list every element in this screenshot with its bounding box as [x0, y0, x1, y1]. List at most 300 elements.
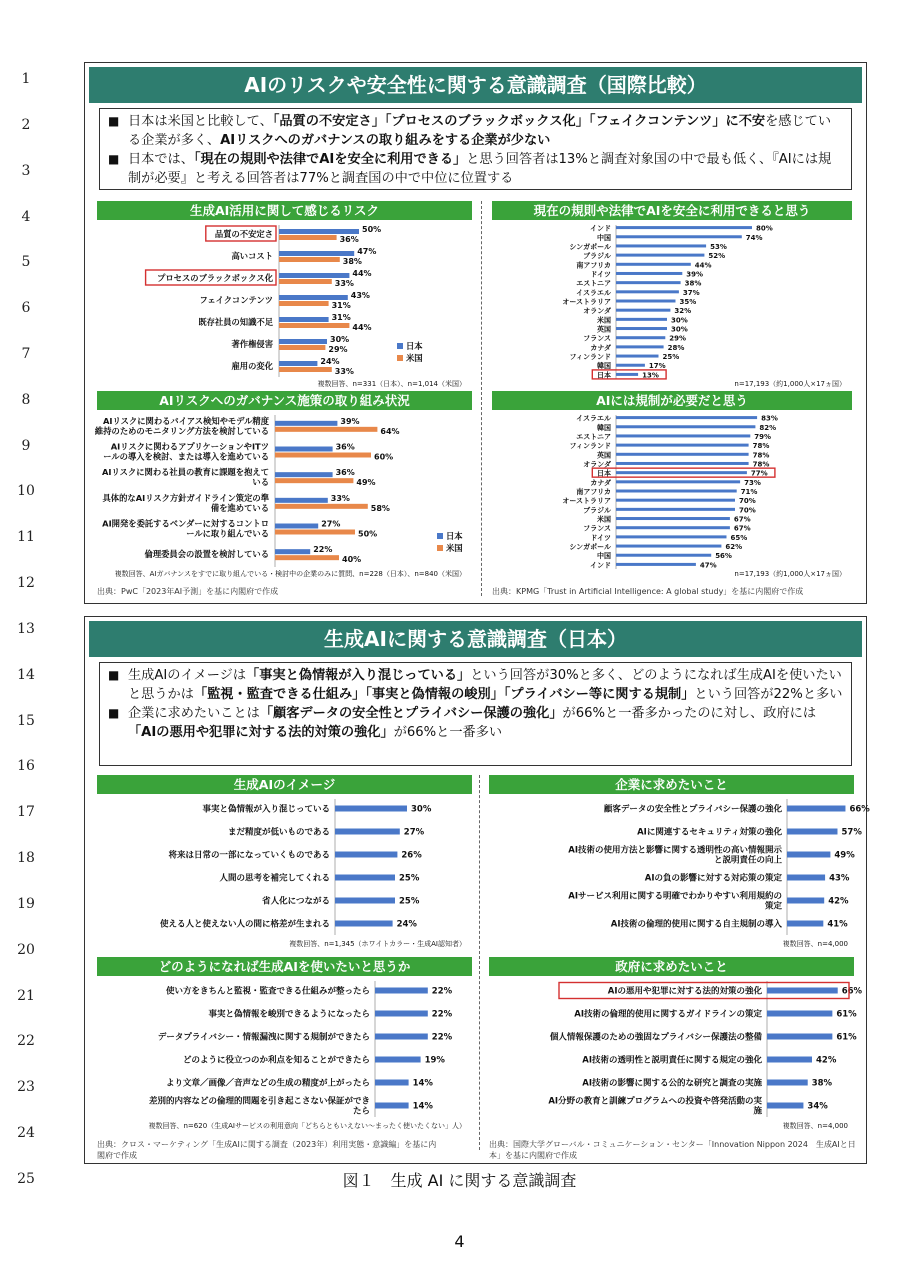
bar	[616, 235, 742, 238]
legend-swatch	[437, 545, 443, 551]
bar	[616, 327, 667, 330]
bar-japan	[275, 549, 310, 554]
data-label: 43%	[350, 291, 370, 300]
bar	[616, 281, 681, 284]
summary-bullet	[108, 666, 843, 704]
bar	[787, 898, 824, 904]
category-label: イスラエル	[576, 288, 611, 297]
line-number: 17	[17, 804, 35, 820]
data-label: 57%	[841, 827, 862, 838]
category-label: データプライバシー・情報漏洩に関する規制ができたら	[157, 1032, 370, 1043]
section-title: AIリスクへのガバナンス施策の取り組み状況	[97, 391, 472, 410]
category-label: 米国	[597, 316, 611, 325]
category-label: 備を進めている	[210, 502, 269, 513]
chart-svg	[489, 797, 870, 949]
data-label: 42%	[816, 1055, 837, 1066]
line-number: 10	[17, 483, 35, 499]
section-title: 生成AI活用に関して感じるリスク	[97, 201, 472, 220]
data-label: 77%	[750, 469, 768, 478]
data-label: 22%	[313, 545, 333, 555]
category-label: オーストラリア	[562, 298, 611, 306]
data-label: 44%	[352, 269, 372, 278]
chart-regulation	[492, 413, 852, 579]
bar-japan	[279, 317, 329, 322]
bar-japan	[279, 273, 349, 278]
data-label: 47%	[357, 247, 377, 256]
summary-text: を感じている企業が多く、	[128, 114, 832, 148]
summary-text: が66%と一番多い	[393, 725, 503, 740]
line-number: 18	[17, 850, 35, 866]
bar	[335, 806, 407, 812]
line-number: 4	[21, 209, 31, 225]
data-label: 66%	[849, 804, 870, 815]
figure-caption: 図１ 生成 AI に関する意識調査	[342, 1171, 577, 1190]
chart-svg	[97, 797, 472, 949]
data-label: 24%	[396, 919, 417, 930]
line-number: 23	[17, 1079, 35, 1095]
chart-image	[97, 797, 472, 949]
category-label: 米国	[597, 515, 611, 524]
category-label: オランダ	[583, 307, 611, 316]
category-label: 品質の不安定さ	[214, 229, 273, 239]
category-label: AI技術の影響に関する公的な研究と調査の実施	[582, 1078, 762, 1089]
data-label: 37%	[682, 288, 700, 297]
summary-text: 「AIの悪用や犯罪に対する法的対策の強化」	[128, 725, 394, 740]
bar	[616, 263, 691, 266]
bar	[335, 921, 393, 927]
legend-label: 日本	[446, 531, 463, 541]
data-label: 49%	[834, 850, 855, 861]
bar-usa	[275, 453, 371, 458]
line-number: 9	[21, 438, 31, 454]
line-number: 20	[17, 942, 35, 958]
data-label: 26%	[401, 850, 422, 861]
category-label: まだ精度が低いものである	[227, 827, 330, 838]
data-label: 28%	[667, 343, 685, 352]
data-label: 30%	[330, 335, 350, 344]
data-label: 34%	[807, 1101, 828, 1112]
source-left: 出典：クロス・マーケティング「生成AIに関する調査（2023年）利用実態・意識編」を基に内閣府で作成	[97, 1140, 437, 1160]
bar	[616, 563, 696, 566]
chart-note: n=17,193（約1,000人×17ヵ国）	[734, 380, 846, 388]
data-label: 61%	[836, 1032, 857, 1043]
data-label: 71%	[740, 488, 758, 496]
category-label: ドイツ	[590, 270, 611, 279]
category-label: AIリスクに関わるアプリケーションやITツ	[110, 441, 269, 452]
data-label: 32%	[674, 307, 692, 316]
category-label: 日本	[597, 469, 611, 478]
legend-swatch	[437, 533, 443, 539]
category-label: AIサービス利用に関する明確でわかりやすい利用規約の	[568, 891, 782, 902]
bar	[616, 535, 727, 538]
data-label: 29%	[328, 345, 348, 354]
category-label: オランダ	[583, 460, 611, 469]
line-number: 16	[17, 758, 35, 774]
chart-svg	[492, 413, 852, 579]
category-label: 事実と偽情報が入り混じっている	[202, 804, 330, 815]
data-label: 49%	[356, 478, 376, 488]
section-title: AIには規制が必要だと思う	[492, 391, 852, 410]
bar-usa	[279, 301, 329, 306]
line-number: 12	[17, 575, 35, 591]
bar	[767, 1103, 803, 1109]
line-number: 13	[17, 621, 35, 637]
data-label: 42%	[828, 896, 849, 907]
panel-title: AIのリスクや安全性に関する意識調査（国際比較）	[89, 67, 862, 103]
data-label: 53%	[710, 242, 727, 251]
summary-box	[99, 662, 852, 766]
bar	[616, 364, 645, 367]
data-label: 31%	[331, 301, 351, 310]
chart-laws	[492, 223, 852, 389]
line-number: 1	[21, 71, 31, 87]
data-label: 27%	[321, 519, 341, 529]
category-label: ブラジル	[583, 506, 611, 515]
category-label: 省人化につながる	[262, 896, 330, 907]
category-label: いる	[252, 477, 269, 488]
category-label: どのように役立つのか利点を知ることができたら	[182, 1055, 370, 1066]
bar-usa	[279, 279, 332, 284]
bar-japan	[275, 472, 333, 477]
category-label: 著作権侵害	[231, 339, 273, 349]
data-label: 82%	[759, 423, 777, 432]
bar	[616, 480, 740, 483]
data-label: 67%	[733, 524, 751, 533]
line-number: 21	[17, 988, 35, 1004]
data-label: 30%	[671, 325, 688, 334]
section-title: 企業に求めたいこと	[489, 775, 854, 794]
bar-japan	[275, 498, 328, 503]
panel-international	[84, 62, 867, 604]
category-label: イスラエル	[576, 414, 611, 423]
category-label: 個人情報保護のための強固なプライバシー保護法の整備	[549, 1032, 762, 1043]
category-label: カナダ	[590, 478, 611, 487]
category-label: AI技術の倫理的使用に関するガイドラインの策定	[574, 1009, 762, 1020]
summary-text: 「事実と偽情報が入り混じっている」	[246, 668, 471, 683]
category-label: ールに取り組んでいる	[186, 528, 269, 539]
section-title: どのようになれば生成AIを使いたいと思うか	[97, 957, 472, 976]
category-label: AI技術の使用方法と影響に関する透明性の高い情報開示	[568, 845, 782, 856]
legend-swatch	[397, 343, 403, 349]
bar-usa	[275, 478, 353, 483]
data-label: 56%	[715, 552, 732, 561]
bar-usa	[279, 235, 337, 240]
summary-text: 「現在の規則や法律でAIを安全に利用できる」	[193, 152, 467, 167]
bar	[787, 852, 830, 858]
section-risk	[97, 201, 472, 391]
bar	[787, 806, 845, 812]
data-label: 66%	[841, 986, 863, 997]
summary-box	[99, 108, 852, 190]
data-label: 14%	[412, 1078, 433, 1089]
bar	[616, 545, 721, 548]
bar	[375, 1034, 428, 1040]
data-label: 62%	[725, 543, 743, 552]
summary-text: 生成AIのイメージは	[128, 668, 247, 683]
legend-swatch	[397, 355, 403, 361]
category-label: 韓国	[597, 362, 611, 371]
panel-title: 生成AIに関する意識調査（日本）	[89, 621, 862, 657]
line-number: 19	[17, 896, 35, 912]
category-label: 英国	[597, 325, 611, 334]
bar	[616, 345, 664, 348]
category-label: インド	[590, 224, 611, 233]
source-left: 出典：PwC「2023年AI予測」を基に内閣府で作成	[97, 587, 279, 596]
chart-note: 複数回答、n=4,000	[782, 940, 848, 948]
category-label: 既存社員の知識不足	[198, 317, 273, 327]
bar	[616, 526, 730, 529]
data-label: 47%	[699, 561, 717, 570]
data-label: 60%	[374, 452, 394, 462]
panel-japan	[84, 616, 870, 1164]
data-label: 25%	[399, 873, 420, 884]
bar-japan	[275, 447, 333, 452]
divider	[479, 775, 480, 1150]
line-number: 2	[21, 117, 31, 133]
summary-text: が66%と一番多かったのに対し、政府には	[562, 706, 817, 721]
source-right: 出典：国際大学グローバル・コミュニケーション・センター「Innovation Nippon 2024 生成AIと日本」を基に内閣府で作成	[489, 1140, 856, 1160]
category-label: AIの悪用や犯罪に対する法的対策の強化	[607, 986, 762, 997]
category-label: 倫理委員会の設置を検討している	[144, 549, 269, 560]
data-label: 50%	[362, 225, 382, 234]
category-label: AI分野の教育と訓練プログラムへの投資や啓発活動の実	[548, 1096, 762, 1107]
data-label: 44%	[352, 323, 372, 332]
bar	[616, 508, 735, 511]
category-label: カナダ	[590, 343, 611, 352]
summary-bullet	[108, 704, 843, 742]
chart-note: 複数回答、n=4,000	[782, 1122, 848, 1130]
category-label: たら	[352, 1106, 370, 1117]
data-label: 17%	[648, 362, 666, 371]
data-label: 78%	[752, 442, 770, 451]
legend-label: 米国	[446, 543, 463, 553]
data-label: 70%	[739, 497, 756, 506]
summary-text: 「品質の不安定さ」「プロセスのブラックボックス化」「フェイクコンテンツ」に不安	[272, 114, 766, 129]
data-label: 13%	[642, 371, 659, 380]
bar-usa	[279, 367, 332, 372]
line-number: 14	[17, 667, 35, 683]
bar-usa	[275, 530, 355, 535]
bar	[616, 336, 665, 339]
page-number: 4	[454, 1232, 465, 1251]
category-label: AIリスクに関わるバイアス検知やモデル精度	[103, 415, 269, 426]
chart-governance	[94, 413, 472, 579]
legend-label: 米国	[406, 353, 423, 363]
bar-usa	[275, 555, 339, 560]
data-label: 25%	[399, 896, 420, 907]
bar-japan	[279, 361, 317, 366]
category-label: フェイクコンテンツ	[199, 295, 273, 305]
chart-svg	[97, 223, 472, 389]
data-label: 50%	[358, 529, 378, 539]
summary-text: 日本では、	[128, 152, 194, 167]
category-label: 策定	[764, 901, 782, 912]
category-label: オーストラリア	[562, 497, 611, 506]
bar	[767, 1057, 812, 1063]
bar-japan	[279, 295, 348, 300]
category-label: ールの導入を検討、または導入を進めている	[103, 451, 269, 462]
section-company	[489, 775, 870, 950]
bar	[616, 226, 752, 229]
bar-japan	[279, 229, 359, 234]
bar	[616, 300, 676, 303]
category-label: 将来は日常の一部になっていくものである	[168, 850, 330, 861]
bar	[616, 272, 682, 275]
data-label: 74%	[745, 233, 763, 242]
summary-bullet	[108, 112, 843, 150]
summary-text: という回答が30%と多く、どのようになれば生成AIを使いたいと思うかは	[128, 668, 842, 702]
summary-text: と思う回答者は13%と調査対象国の中で最も低く、『AIには規制が必要』と考える回答者は77%と調査国の中で中位に位置する	[128, 152, 832, 186]
line-number: 3	[21, 163, 31, 179]
chart-note: 複数回答、n=620（生成AIサービスの利用意向「どちらともいえない～まったく使いたくない」人）	[148, 1122, 466, 1130]
data-label: 31%	[331, 313, 351, 322]
bar-usa	[279, 345, 325, 350]
bar-japan	[279, 339, 327, 344]
line-number: 7	[21, 346, 31, 362]
summary-text: 日本は米国と比較して、	[128, 114, 273, 129]
line-number: 6	[21, 300, 31, 316]
data-label: 41%	[827, 919, 848, 930]
source-right: 出典：KPMG「Trust in Artificial Intelligence: A global study」を基に内閣府で作成	[492, 587, 804, 596]
bar	[616, 373, 638, 376]
bar	[767, 1011, 832, 1017]
data-label: 38%	[811, 1078, 833, 1089]
bar	[616, 462, 749, 465]
category-label: 使い方をきちんと監視・監査できる仕組みが整ったら	[165, 986, 370, 997]
category-label: AIの負の影響に対する対応策の策定	[644, 873, 782, 884]
chart-svg	[97, 979, 472, 1131]
bar	[616, 444, 749, 447]
data-label: 27%	[403, 827, 425, 838]
bar	[616, 499, 735, 502]
bar	[616, 434, 750, 437]
summary-text: AIリスクへのガバナンスの取り組みをする企業が少ない	[220, 133, 551, 148]
category-label: 英国	[597, 451, 611, 460]
summary-bullet	[108, 150, 843, 188]
data-label: 36%	[339, 235, 359, 244]
summary-text: という回答が22%と多い	[694, 687, 843, 702]
bar	[767, 1034, 832, 1040]
bar	[375, 988, 428, 994]
section-title: 政府に求めたいこと	[489, 957, 854, 976]
data-label: 40%	[342, 555, 362, 565]
bar	[335, 875, 395, 881]
category-label: フランス	[583, 334, 611, 343]
chart-use	[97, 979, 472, 1131]
data-label: 39%	[686, 270, 704, 279]
bar	[616, 471, 747, 474]
category-label: フィンランド	[569, 442, 611, 451]
data-label: 58%	[370, 503, 390, 513]
data-label: 65%	[730, 533, 748, 542]
data-label: 22%	[431, 1009, 453, 1020]
chart-note: n=17,193（約1,000人×17ヵ国）	[734, 570, 846, 578]
data-label: 33%	[334, 279, 354, 288]
line-number: 8	[21, 392, 31, 408]
summary-text: 企業に求めたいことは	[128, 706, 260, 721]
data-label: 36%	[335, 442, 355, 452]
bar	[616, 290, 679, 293]
bar	[335, 829, 400, 835]
summary-text: 「監視・監査できる仕組み」「事実と偽情報の峻別」「プライバシー等に関する規制」	[193, 687, 695, 702]
bar	[375, 1103, 409, 1109]
bar	[616, 244, 706, 247]
data-label: 61%	[836, 1009, 857, 1020]
bar	[335, 852, 397, 858]
category-label: プロセスのブラックボックス化	[157, 273, 273, 283]
chart-government	[489, 979, 863, 1131]
bar	[767, 1080, 808, 1086]
bar	[767, 988, 838, 994]
data-label: 80%	[756, 224, 773, 233]
chart-svg	[492, 223, 852, 389]
bar	[616, 254, 704, 257]
line-number: 24	[17, 1125, 35, 1141]
bar	[616, 425, 755, 428]
bar	[616, 490, 737, 493]
section-image	[97, 775, 472, 950]
category-label: 維持のためのモニタリング方法を検討している	[94, 425, 269, 436]
category-label: 使える人と使えない人の間に格差が生まれる	[159, 919, 330, 930]
data-label: 73%	[744, 478, 761, 487]
category-label: 顧客データの安全性とプライバシー保護の強化	[603, 804, 782, 815]
section-title: 生成AIのイメージ	[97, 775, 472, 794]
section-regulation	[492, 391, 852, 581]
category-label: シンガポール	[569, 543, 611, 552]
category-label: 中国	[597, 552, 611, 561]
line-number: 22	[17, 1033, 35, 1049]
data-label: 38%	[684, 279, 702, 288]
bar	[787, 875, 825, 881]
bar	[616, 355, 659, 358]
category-label: 韓国	[597, 423, 611, 432]
data-label: 79%	[754, 432, 772, 441]
category-label: AIリスクに関わる社員の教育に課題を抱えて	[102, 467, 269, 478]
data-label: 29%	[669, 334, 687, 343]
bar	[375, 1080, 409, 1086]
line-number: 15	[17, 713, 35, 729]
bar-japan	[279, 251, 354, 256]
category-label: フランス	[583, 524, 611, 533]
data-label: 44%	[694, 261, 712, 270]
bar-usa	[279, 257, 340, 262]
bar-usa	[275, 427, 377, 432]
data-label: 36%	[335, 468, 355, 478]
category-label: 中国	[597, 233, 611, 242]
bar-usa	[279, 323, 349, 328]
chart-note: 複数回答、n=331（日本）、n=1,014（米国）	[317, 380, 466, 388]
category-label: 差別的内容などの倫理的問題を引き起こさない保証ができ	[148, 1096, 370, 1107]
section-title: 現在の規則や法律でAIを安全に利用できると思う	[492, 201, 852, 220]
bar	[375, 1057, 421, 1063]
line-number: 25	[17, 1171, 35, 1187]
category-label: AIに関連するセキュリティ対策の強化	[637, 827, 782, 838]
data-label: 78%	[752, 460, 770, 469]
data-label: 38%	[342, 257, 362, 266]
bar	[375, 1011, 428, 1017]
category-label: AI技術の透明性と説明責任に関する規定の強化	[582, 1055, 762, 1066]
bar	[616, 453, 749, 456]
category-label: エストニア	[576, 432, 611, 441]
chart-svg	[489, 979, 863, 1131]
category-label: 高いコスト	[231, 251, 273, 261]
section-government	[489, 957, 863, 1132]
section-governance	[94, 391, 472, 581]
bar	[616, 309, 670, 312]
line-number: 5	[21, 254, 31, 270]
chart-note: 複数回答、AIガバナンスをすでに取り組んでいる・検討中の企業のみに質問、n=228（日本）、n=840（米国）	[114, 570, 466, 578]
bar	[335, 898, 395, 904]
